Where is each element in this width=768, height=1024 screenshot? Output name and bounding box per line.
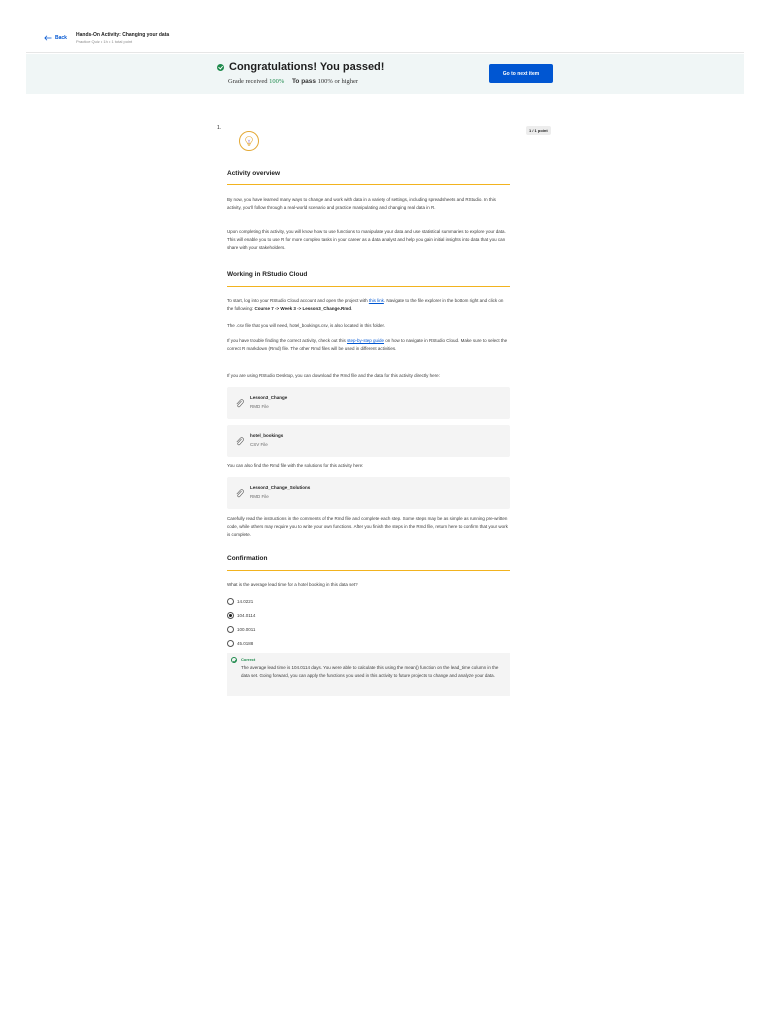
rstudio-paragraph-6: Carefully read the instructions in the comments of the Rmd file and complete each step. Some steps may be as simple as running pre-written code, while others may require you to write your own functions. After you finish the steps in the Rmd file, return here to confirm that your work is complete. [227,516,508,537]
file-type: RMD File [250,494,269,499]
pass-banner [26,54,744,94]
option-label: 104.0114 [237,613,256,618]
file-attachment-hotel-bookings[interactable] [227,425,510,457]
text: on how to navigate in RStudio Cloud. Make sure to select the correct R markdown (Rmd) file. The other Rmd files will be used in different activities. [227,338,508,351]
feedback-text: The average lead time is 104.0114 days. You were able to calculate this using the mean() function on the lead_time column in the data set. Going forward, you can apply the functions you used in this activity to future projects to change and analyze your data. [241,665,499,678]
feedback-box [227,653,510,696]
file-name: Lesson3_Change [250,395,288,400]
file-path: Course 7 -> Week 3 -> Lesson3_Change.Rmd [254,305,351,311]
check-circle-icon [217,64,224,71]
rstudio-paragraph-5: You can also find the Rmd file with the solutions for this activity here: [227,463,364,468]
rstudio-paragraph-2: The .csv file that you will need, hotel_bookings.csv, is also located in this folder. [227,323,386,328]
feedback-label: Correct [241,657,256,662]
paperclip-icon [235,398,244,409]
arrow-left-icon [44,35,52,41]
option-label: 14.0221 [237,599,254,604]
file-attachment-solutions[interactable] [227,477,510,509]
file-attachment-lesson3-change[interactable] [227,387,510,419]
question-number: 1. [217,125,222,131]
section-divider [227,184,510,185]
rstudio-paragraph-3 [227,337,510,353]
rstudio-paragraph-4: If you are using RStudio Desktop, you can download the Rmd file and the data for this activity directly here: [227,373,440,378]
pass-value: 100% or higher [317,78,359,85]
back-label: Back [55,35,67,41]
grade-value: 100% [269,78,285,85]
check-circle-icon [231,657,237,663]
text: To start, log into your RStudio Cloud account and open the project with [227,298,369,303]
section-divider [227,286,510,287]
grade-line [228,78,358,85]
answer-option[interactable] [227,626,255,633]
radio-button[interactable] [227,598,234,605]
back-button[interactable] [44,35,67,41]
file-name: Lesson3_Change_Solutions [250,485,311,490]
text: . Navigate to the file explorer in the bottom right and click on the following: [227,298,504,311]
banner-title-text: Congratulations! You passed! [229,61,385,73]
file-type: CSV File [250,442,268,447]
top-header [26,26,744,53]
text: . [350,305,353,311]
file-type: RMD File [250,404,269,409]
file-name: hotel_bookings [250,433,284,438]
step-by-step-guide-link[interactable]: step-by-step guide [346,338,385,343]
points-badge: 1 / 1 point [526,126,551,135]
confirmation-heading: Confirmation [227,555,268,562]
radio-button[interactable] [227,640,234,647]
option-label: 100.0011 [237,627,256,632]
grade-label: Grade received [228,78,268,85]
banner-title [217,61,384,73]
page-title: Hands-On Activity: Changing your data [76,32,170,38]
overview-paragraph-1: By now, you have learned many ways to change and work with data in a variety of settings, including spreadsheets and RStudio. In this activity, you’ll follow through a real-world scenario and practice manipulating and changing real data in R. [227,197,496,210]
page-subtitle: Practice Quiz • 1h • 1 total point [76,39,133,44]
project-link[interactable]: this link [368,298,384,303]
overview-paragraph-2: Upon completing this activity, you will know how to use functions to manipulate your data and use statistical summaries to explore your data. This will enable you to use R for more complex tasks in your career as a data analyst and help you gain initial insights into data that you can share with your stakeholders. [227,229,506,250]
option-label: 45.0188 [237,641,254,646]
radio-button[interactable] [227,612,234,619]
answer-option[interactable] [227,640,253,647]
paperclip-icon [235,488,244,499]
paperclip-icon [235,436,244,447]
rstudio-heading: Working in RStudio Cloud [227,271,308,278]
rstudio-paragraph-1 [227,297,510,313]
activity-overview-heading: Activity overview [227,170,281,177]
section-divider [227,570,510,571]
go-to-next-item-button[interactable]: Go to next item [489,64,553,83]
confirmation-question: What is the average lead time for a hotel booking in this data set? [227,582,358,587]
pass-label: To pass [291,78,317,85]
radio-button[interactable] [227,626,234,633]
answer-option-selected[interactable] [227,612,255,619]
lightbulb-icon [239,131,259,151]
text: If you have trouble finding the correct activity, check out this [227,338,347,343]
answer-option[interactable] [227,598,253,605]
